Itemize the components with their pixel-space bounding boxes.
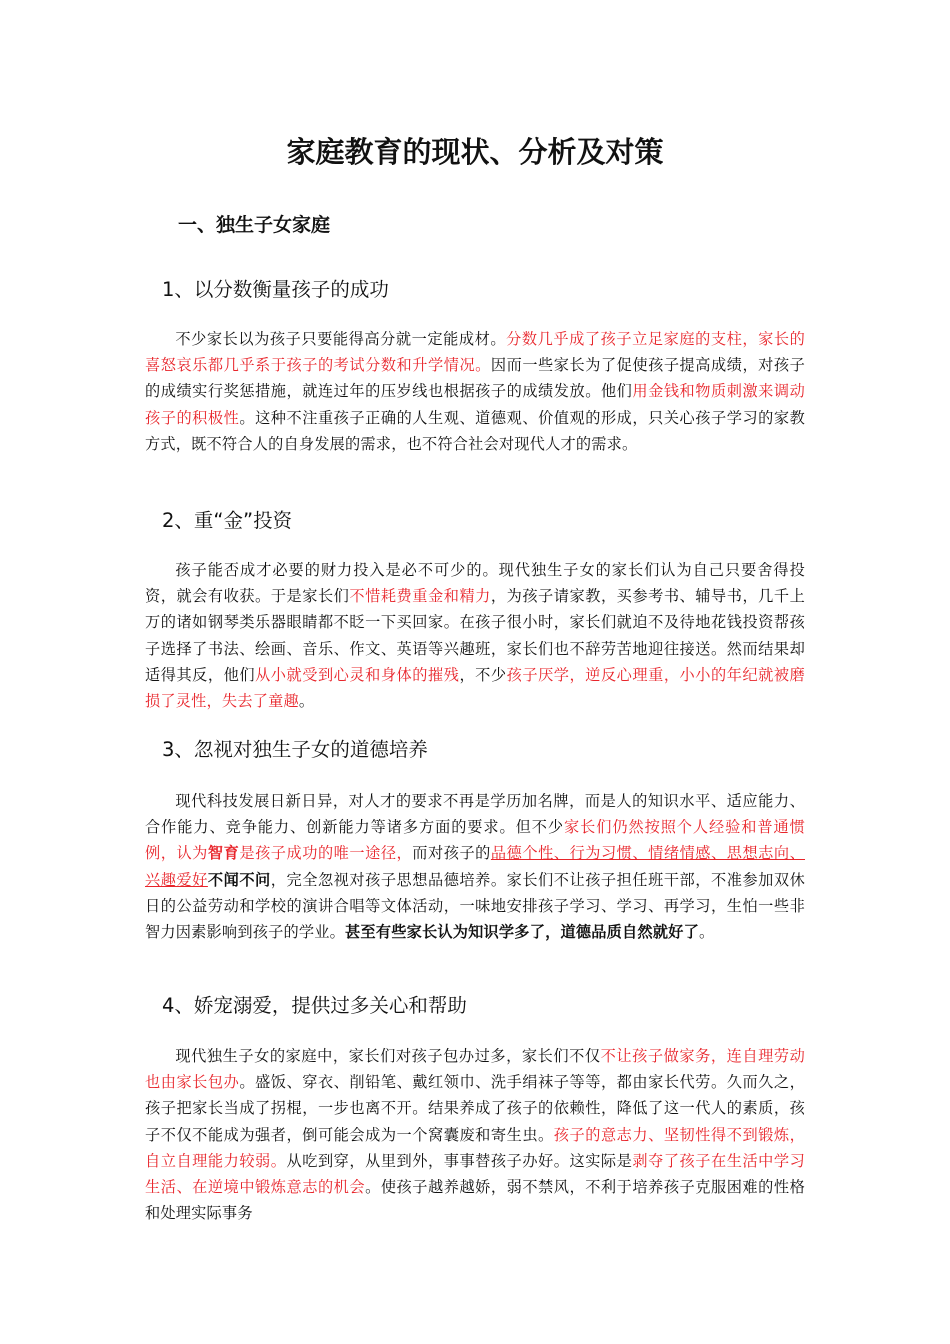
subheading-moral-education: 3、忽视对独生子女的道德培养 bbox=[162, 738, 428, 761]
text-run: 因而一些家长为了促使孩子提高成绩，对孩子的成绩实行奖惩措施，就连过年的压岁线也根据孩子的成绩发放。他们 bbox=[145, 356, 805, 401]
text-run: 。这种不注重孩子正确的人生观、道德观、价值观的形成，只关心孩子学习的家教方式，既不符合人的自身发展的需求，也不符合社会对现代人才的需求。 bbox=[145, 408, 806, 453]
highlight-red: 家长们仍然按照个人经验和普通惯例，认为 bbox=[145, 818, 806, 863]
highlight-red: 是孩子成功的唯一途径， bbox=[239, 844, 413, 863]
highlight-red: 从小就受到心灵和身体的摧残 bbox=[255, 665, 460, 684]
paragraph-moral-education bbox=[145, 788, 805, 945]
document-title: 家庭教育的现状、分析及对策 bbox=[286, 135, 664, 169]
highlight-red: 不让孩子做家务，连自理劳动也由家长包办 bbox=[145, 1047, 805, 1092]
text-run: 现代独生子女的家庭中，家长们对孩子包办过多，家长们不仅 bbox=[175, 1047, 601, 1065]
subheading-score-measure: 1、以分数衡量孩子的成功 bbox=[162, 278, 389, 301]
text-run: 现代科技发展日新日异，对人才的要求不再是学历加名牌，而是人的知识水平、适应能力、合作能力、竞争能力、创新能力等诸多方面的要求。但不少 bbox=[145, 792, 805, 837]
paragraph-score-measure bbox=[145, 326, 805, 457]
text-run: 从吃到穿，从里到外，事事替孩子办好。这实际是 bbox=[286, 1151, 633, 1170]
text-bold: 甚至有些家长认为知识学多了，道德品质自然就好了 bbox=[345, 923, 699, 942]
text-run: 。 bbox=[698, 923, 715, 942]
paragraph-spoiling bbox=[145, 1043, 805, 1226]
text-run: 。 bbox=[298, 692, 315, 711]
text-run: 孩子能否成才必要的财力投入是必不可少的。现代独生子女的家长们认为自己只要舍得投资，就会有收获。于是家长们 bbox=[145, 561, 805, 606]
section-heading-only-child-family: 一、独生子女家庭 bbox=[178, 214, 331, 236]
text-run: 不少家长以为孩子只要能得高分就一定能成材。 bbox=[175, 330, 507, 348]
highlight-red: 分数几乎成了孩子立足家庭的支柱，家长的喜怒哀乐都几乎系于孩子的考试分数和升学情况。 bbox=[145, 330, 805, 375]
highlight-red: 剥夺了孩子在生活中学习生活、在逆境中锻炼意志的机会 bbox=[145, 1151, 805, 1197]
text-run: ，不少 bbox=[459, 665, 507, 684]
text-run: 。盛饭、穿衣、削铅笔、戴红领巾、洗手绢袜子等等，都由家长代劳。久而久之，孩子把家长当成了拐棍，一步也离不开。结果养成了孩子的依赖性，降低了这一代人的素质，孩子不仅不能成为强者，倒可能会成为一个窝囊废和寄生虫。 bbox=[145, 1073, 806, 1144]
text-run: ，完全忽视对孩子思想品德培养。家长们不让孩子担任班干部，不准参加双休日的公益劳动和学校的演讲合唱等文体活动，一味地安排孩子学习、学习、再学习，生怕一些非智力因素影响到孩子的学业。 bbox=[145, 870, 805, 942]
text-bold: 不闻不问 bbox=[207, 870, 271, 889]
subheading-gold-investment: 2、重“金”投资 bbox=[162, 509, 293, 532]
highlight-red: 孩子厌学，逆反心理重，小小的年纪就被磨损了灵性，失去了童趣 bbox=[145, 665, 805, 711]
highlight-red: 用金钱和物质刺激来调动孩子的积极性 bbox=[145, 382, 805, 427]
highlight-red-bold: 智育 bbox=[207, 844, 240, 863]
subheading-spoiling: 4、娇宠溺爱，提供过多关心和帮助 bbox=[162, 994, 467, 1017]
paragraph-gold-investment bbox=[145, 557, 805, 714]
text-run: 而对孩子的 bbox=[412, 844, 491, 863]
text-run: 。使孩子越养越娇，弱不禁风，不利于培养孩子克服困难的性格和处理实际事务 bbox=[145, 1178, 805, 1223]
text-run: ，为孩子请家教，买参考书、辅导书，几千上万的诸如钢琴类乐器眼睛都不眨一下买回家。在孩子很小时，家长们就迫不及待地花钱投资帮孩子选择了书法、绘画、音乐、作文、英语等兴趣班，家长们也不辞劳苦地迎往接送。然而结果却适得其反，他们 bbox=[145, 587, 805, 684]
highlight-red-underline: 品德个性、行为习惯、情绪情感、思想志向、兴趣爱好 bbox=[145, 844, 806, 889]
highlight-red: 孩子的意志力、坚韧性得不到锻炼，自立自理能力较弱。 bbox=[145, 1125, 806, 1170]
highlight-red: 不惜耗费重金和精力 bbox=[349, 587, 491, 606]
